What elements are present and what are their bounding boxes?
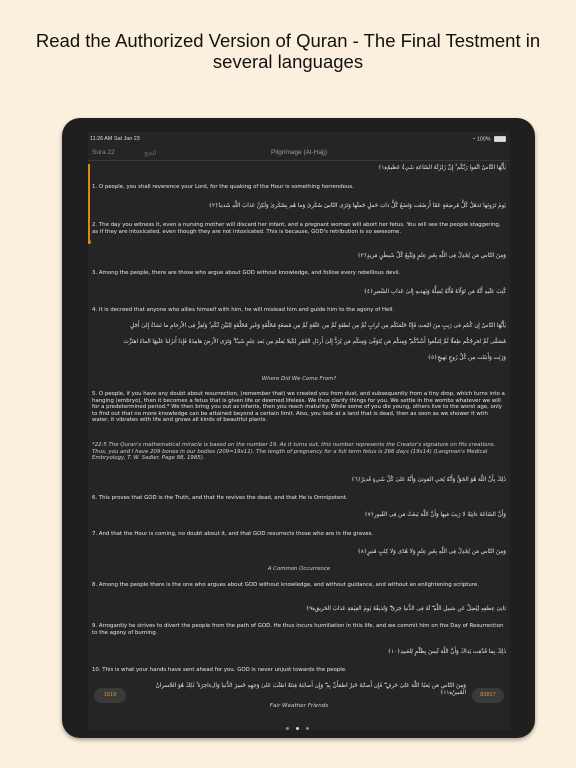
- verse-5-arabic-line-2[interactable]: مُسَمًّى ثُمَّ نُخرِجُكُم طِفلًا ثُمَّ لِتَبلُغوا أَشُدَّكُم ۖ وَمِنكُم مَن يُتَوَفّىٰ وَمِنكُم مَن يُرَدُّ إِلىٰ أَرذَلِ العُمُرِ لِكَيلا يَعلَمَ مِن بَعدِ عِلمٍ شَيـًٔا ۚ وَتَرَى الأَرضَ هامِدَةً فَإِذا أَنزَلنا عَلَيهَا الماءَ اهتَزَّت: [123, 339, 506, 345]
- verse-9-english[interactable]: 9. Arrogantly he strives to divert the people from the path of GOD. He thus incurs humiliation in this life, and we commit him on the Day of Resurrection to the agony of burning.: [92, 623, 504, 636]
- footnote-22-5[interactable]: *22:5 The Quran's mathematical miracle is based on the number 19. As it turns out, this number represents the Creator's signature on His creations. Thus, you and I have 209 bones in our bodies (209=19x11). The length of pregnancy for a full term fetus is 266 days (19x14) (Langman's Medical Embryology, T. W. Sadler, Page 88, 1985).: [92, 442, 496, 462]
- verse-2-english[interactable]: 2. The day you witness it, even a nursing mother will discard her infant, and a pregnant woman will abort her fetus. You will see the people staggering, as if they are intoxicated, even though they are not intoxicated. This is because, GOD's retribution is so awesome.: [92, 222, 501, 235]
- reading-position-bar: [88, 164, 90, 242]
- app-screen: [88, 132, 510, 730]
- verse-7-english[interactable]: 7. And that the Hour is coming, no doubt about it, and that GOD resurrects those who are in the graves.: [92, 531, 374, 537]
- status-date: Sat Jan 23: [114, 136, 140, 142]
- page-right-button[interactable]: 83817: [472, 688, 504, 703]
- battery-icon: [494, 136, 506, 142]
- wifi-icon: ◔: [471, 136, 476, 143]
- status-bar: [88, 132, 510, 145]
- verse-4-arabic[interactable]: كُتِبَ عَلَيهِ أَنَّهُ مَن تَوَلّاهُ فَأَنَّهُ يُضِلُّهُ وَيَهديهِ إِلىٰ عَذابِ السَّعيرِ﴿٤﴾: [363, 289, 506, 295]
- verse-8-english[interactable]: 8. Among the people there is the one who argues about GOD without knowledge, and without guidance, and without an enlightening scripture.: [92, 582, 479, 588]
- verse-11-arabic[interactable]: وَمِنَ النّاسِ مَن يَعبُدُ اللَّهَ عَلىٰ حَرفٍ ۖ فَإِن أَصابَهُ خَيرٌ اطمَأَنَّ بِهِ ۖ وَإِن أَصابَتهُ فِتنَةٌ انقَلَبَ عَلىٰ وَجهِهِ خَسِرَ الدُّنيا وَالءاخِرَةَ ۚ ذٰلِكَ هُوَ الخُسرانُ المُبينُ﴿١١﴾: [155, 683, 466, 696]
- promo-line-2: several languages: [212, 51, 364, 72]
- reading-position-dot: [88, 240, 91, 244]
- verse-6-arabic[interactable]: ذٰلِكَ بِأَنَّ اللَّهَ هُوَ الحَقُّ وَأَنَّهُ يُحىِ المَوتىٰ وَأَنَّهُ عَلىٰ كُلِّ شَيءٍ قَديرٌ﴿٦﴾: [351, 477, 506, 483]
- verse-2-arabic[interactable]: يَومَ تَرَونَها تَذهَلُ كُلُّ مُرضِعَةٍ عَمّا أَرضَعَت وَتَضَعُ كُلُّ ذاتِ حَملٍ حَملَها وَتَرَى النّاسَ سُكٰرىٰ وَما هُم بِسُكٰرىٰ وَلٰكِنَّ عَذابَ اللَّهِ شَديدٌ﴿٢﴾: [208, 203, 506, 209]
- verse-5-arabic-line-1[interactable]: يٰأَيُّهَا النّاسُ إِن كُنتُم فى رَيبٍ مِنَ البَعثِ فَإِنّا خَلَقنٰكُم مِن تُرابٍ ثُمَّ مِن نُطفَةٍ ثُمَّ مِن عَلَقَةٍ ثُمَّ مِن مُضغَةٍ مُخَلَّقَةٍ وَغَيرِ مُخَلَّقَةٍ لِنُبَيِّنَ لَكُم ۚ وَنُقِرُّ فِى الأَرحامِ ما نَشاءُ إِلىٰ أَجَلٍ: [130, 323, 506, 329]
- section-heading-fair-weather: Fair Weather Friends: [269, 703, 329, 709]
- page-dot: [286, 727, 289, 730]
- verse-7-arabic[interactable]: وَأَنَّ السّاعَةَ ءاتِيَةٌ لا رَيبَ فيها وَأَنَّ اللَّهَ يَبعَثُ مَن فِى القُبورِ﴿٧﴾: [364, 512, 506, 518]
- verse-8-arabic[interactable]: وَمِنَ النّاسِ مَن يُجٰدِلُ فِى اللَّهِ بِغَيرِ عِلمٍ وَلا هُدًى وَلا كِتٰبٍ مُنيرٍ﴿٨﴾: [357, 549, 506, 555]
- page-left-button[interactable]: 1619: [94, 688, 126, 703]
- verse-6-english[interactable]: 6. This proves that GOD is the Truth, and that He revives the dead, and that He is Omnipotent.: [92, 495, 348, 501]
- verse-3-arabic[interactable]: وَمِنَ النّاسِ مَن يُجٰدِلُ فِى اللَّهِ بِغَيرِ عِلمٍ وَيَتَّبِعُ كُلَّ شَيطٰنٍ مَريدٍ﴿٣﴾: [357, 253, 506, 259]
- verse-1-english[interactable]: 1. O people, you shall reverence your Lord, for the quaking of the Hour is something horrendous.: [92, 184, 354, 190]
- sura-number-button[interactable]: Sura 22: [92, 149, 115, 156]
- page-dot-active: [296, 727, 299, 730]
- sura-arabic-name: الحج: [144, 150, 157, 157]
- verse-5-arabic-line-3[interactable]: وَرَبَت وَأَنبَتَت مِن كُلِّ زَوجٍ بَهيجٍ﴿٥﴾: [427, 355, 506, 361]
- verse-4-english[interactable]: 4. It is decreed that anyone who allies himself with him, he will mislead him and guide him to the agony of Hell.: [92, 307, 395, 313]
- page-indicator[interactable]: [285, 715, 310, 730]
- sura-title: Pilgrimage (Al-Hajj): [271, 149, 327, 156]
- battery-percent: 100%: [476, 136, 491, 143]
- promo-caption: [0, 30, 576, 72]
- verse-9-arabic[interactable]: ثانِىَ عِطفِهِ لِيُضِلَّ عَن سَبيلِ اللَّهِ ۖ لَهُ فِى الدُّنيا خِزىٌ ۖ وَنُذيقُهُ يَومَ القِيٰمَةِ عَذابَ الحَريقِ﴿٩﴾: [305, 606, 506, 612]
- status-time: 11:26 AM: [90, 136, 113, 142]
- promo-line-1: Read the Authorized Version of Quran - The Final Testment in: [35, 30, 541, 51]
- nav-bar: [88, 145, 510, 161]
- page-dot: [306, 727, 309, 730]
- verse-5-english[interactable]: 5. O people, if you have any doubt about resurrection, (remember that) we created you from dust, and subsequently from a tiny drop, which turns into a hanging (embryo), then it becomes a fetus that is given life or deemed lifeless. We thus clarify things for you. We settle in the wombs whatever we will for a predetermined period.* We then bring you out as infants, then you reach maturity. While some of you die young, others live to the worst age, only to find out that no more knowledge can be attained beyond a certain limit. Also, you look at a land that is dead, then as soon as we shower it with water, it vibrates with life and grows all kinds of beautiful plants.: [92, 391, 505, 424]
- verse-3-english[interactable]: 3. Among the people, there are those who argue about GOD without knowledge, and follow every rebellious devil.: [92, 270, 401, 276]
- status-right: [472, 136, 506, 142]
- verse-10-english[interactable]: 10. This is what your hands have sent ahead for you. GOD is never unjust towards the people.: [92, 667, 347, 673]
- verse-10-arabic[interactable]: ذٰلِكَ بِما قَدَّمَت يَداكَ وَأَنَّ اللَّهَ لَيسَ بِظَلّٰمٍ لِلعَبيدِ﴿١٠﴾: [387, 649, 506, 655]
- section-heading-common: A Common Occurrence: [267, 566, 331, 572]
- verse-1-arabic[interactable]: يٰأَيُّهَا النَّاسُ اتَّقوا رَبَّكُم ۚ إِنَّ زَلزَلَةَ السّاعَةِ شَيءٌ عَظيمٌ﴿١﴾: [378, 165, 506, 171]
- section-heading-origin: Where Did We Come From?: [261, 376, 337, 382]
